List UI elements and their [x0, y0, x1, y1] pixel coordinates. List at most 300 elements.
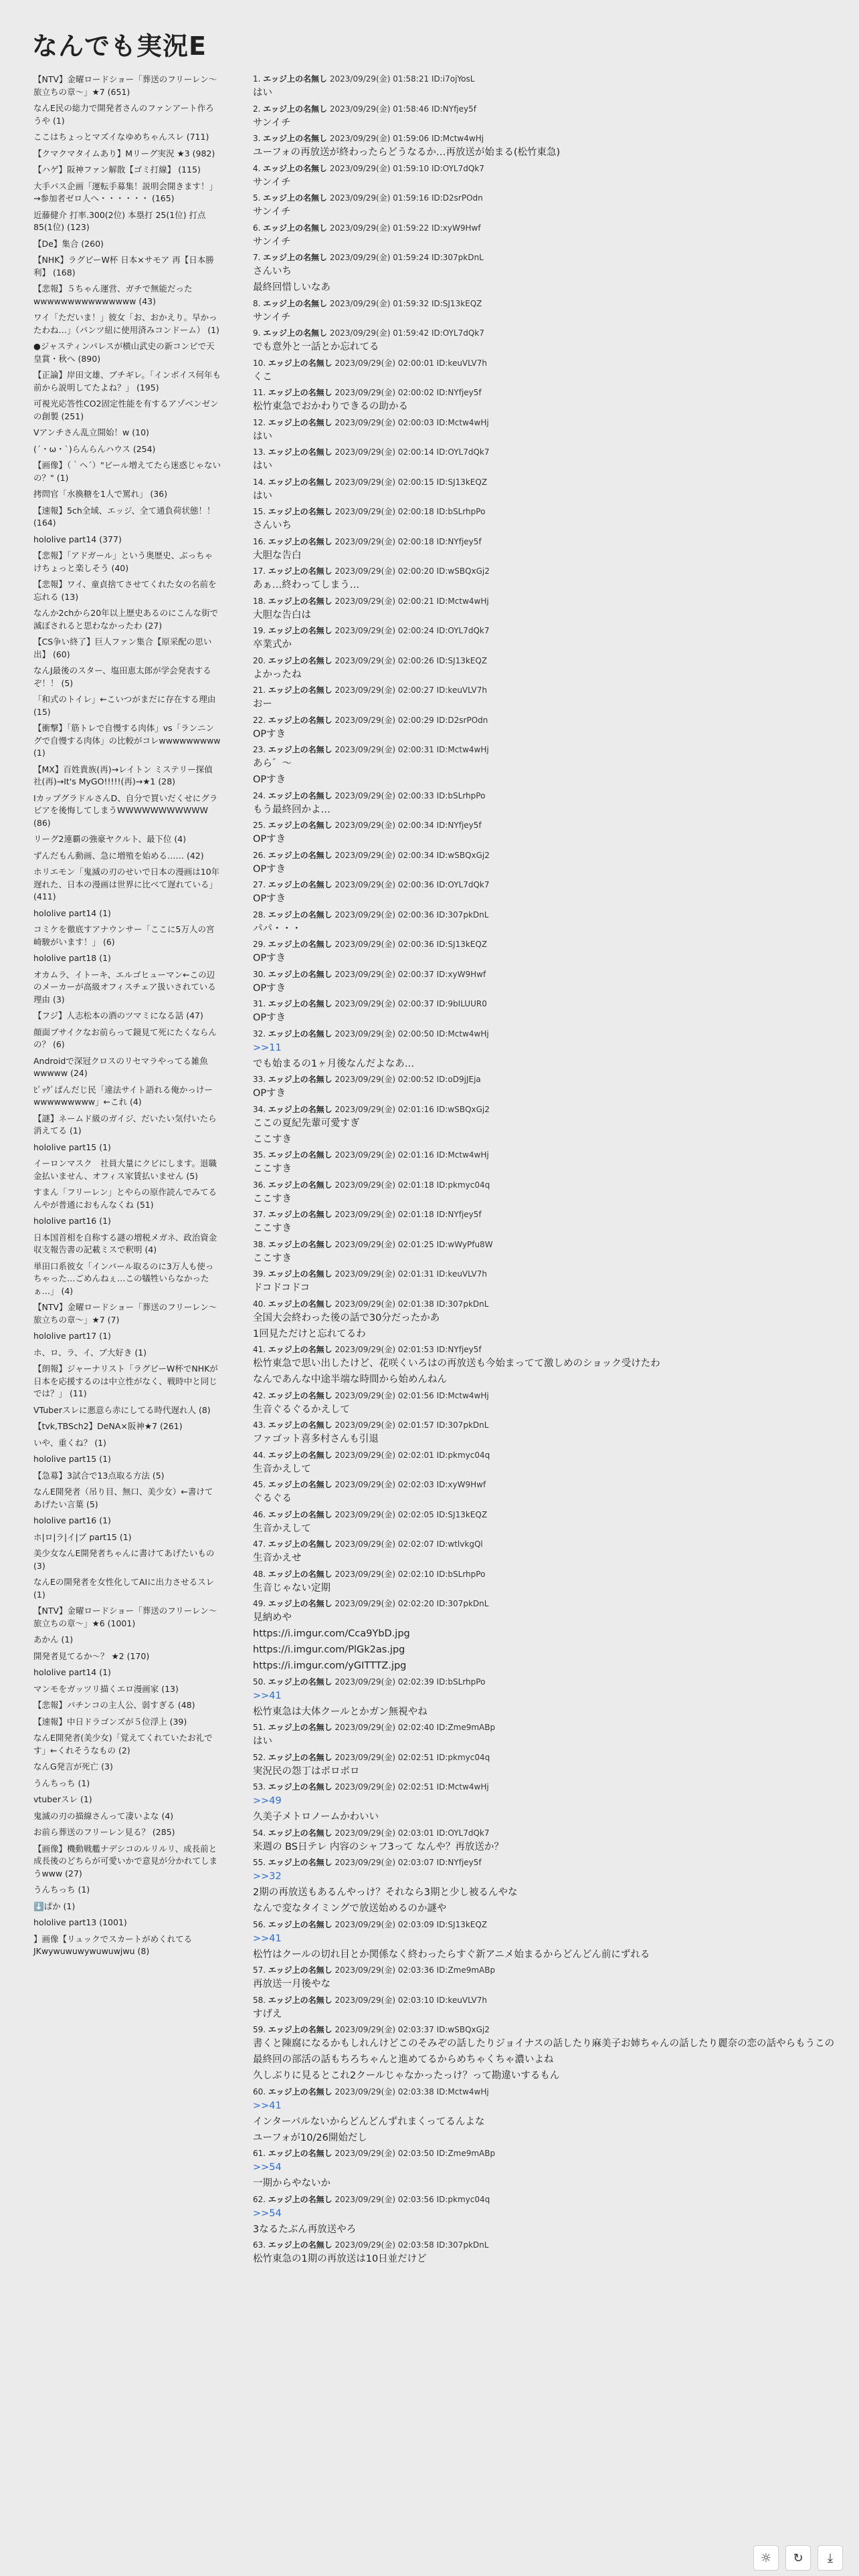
post-header: [253, 252, 835, 263]
post-id[interactable]: ID:wSBQxGj2: [436, 2025, 490, 2034]
post-header: [253, 2194, 835, 2206]
post-header: [253, 417, 835, 429]
sidebar-thread-link[interactable]: 【衝撃】「筋トレで自慢する肉体」vs「ランニングで自慢する肉体」の比較がコレwwwwwwwww (1): [33, 723, 221, 758]
sidebar-thread-link[interactable]: うんちっち (1): [33, 1885, 90, 1895]
post-number[interactable]: 4.: [253, 163, 261, 173]
sidebar-thread-link[interactable]: hololive part14 (377): [33, 534, 122, 544]
post-id[interactable]: ID:OYL7dQk7: [436, 626, 490, 635]
post-number[interactable]: 52.: [253, 1752, 266, 1762]
sidebar-thread-link[interactable]: 【謎】ネームド級のガイジ、だいたい気付いたら消えてる (1): [33, 1113, 217, 1136]
post-id[interactable]: ID:307pkDnL: [436, 1420, 489, 1430]
sidebar-thread-link[interactable]: ●ジャスティンパレスが横山武史の新コンビで天皇賞・秋へ (890): [33, 341, 215, 364]
post-date: 2023/09/29(金) 01:58:46: [329, 104, 430, 114]
sidebar-thread-link[interactable]: 【フジ】人志松本の酒のツマミになる話 (47): [33, 1010, 203, 1021]
post-date: 2023/09/29(金) 02:03:37: [335, 2025, 434, 2034]
post: [253, 1269, 835, 1296]
sidebar-thread-link[interactable]: なんEの開発者を女性化してAIに出力させるスレ (1): [33, 1577, 215, 1600]
sidebar-thread-link[interactable]: マンモをガッツリ描くエロ漫画家 (13): [33, 1683, 179, 1694]
post-text-line: さんいち: [253, 266, 292, 277]
post-number[interactable]: 32.: [253, 1029, 266, 1039]
post-number[interactable]: 26.: [253, 850, 266, 860]
post-id[interactable]: ID:NYfjey5f: [436, 536, 482, 546]
post: [253, 252, 835, 296]
post-number[interactable]: 17.: [253, 566, 266, 576]
post-author-name: エッジ上の名無し: [268, 2149, 332, 2158]
post-text-line: サンイチ: [253, 312, 291, 323]
post-author-name: エッジ上の名無し: [268, 1029, 332, 1039]
post-number[interactable]: 34.: [253, 1104, 266, 1114]
sidebar-thread-link[interactable]: ホ|ロ|ラ|イ|ブ part15 (1): [33, 1531, 132, 1542]
post-id[interactable]: ID:Mctw4wHj: [436, 1150, 489, 1160]
post-number[interactable]: 39.: [253, 1269, 266, 1279]
post-header: [253, 655, 835, 667]
sidebar-thread-link[interactable]: hololive part14 (1): [33, 1667, 111, 1677]
sidebar-thread-link[interactable]: 【速報】5ch全域、エッジ、全て通負荷状態！！ (164): [33, 505, 215, 528]
post-id[interactable]: ID:xyW9Hwf: [436, 969, 486, 979]
sidebar-thread-link[interactable]: hololive part14 (1): [33, 907, 111, 918]
sidebar-thread-link[interactable]: 【悲報】「アドガール」という奥歴史、ぶっちゃけちょっと楽しそう (40): [33, 550, 213, 573]
reply-anchor-link[interactable]: >>41: [253, 1690, 282, 1701]
sidebar-thread-link[interactable]: 顔面ブサイクなお前らって鏡見て死にたくならんの？ (6): [33, 1027, 217, 1049]
post-number[interactable]: 63.: [253, 2240, 266, 2250]
post-body: [253, 696, 835, 712]
post-id[interactable]: ID:307pkDnL: [436, 2240, 489, 2250]
post-number[interactable]: 37.: [253, 1210, 266, 1219]
post-id[interactable]: ID:keuVLV7h: [436, 685, 487, 695]
post-number[interactable]: 10.: [253, 358, 266, 368]
post-id[interactable]: ID:Mctw4wHj: [436, 1029, 489, 1039]
sidebar-thread-link[interactable]: うんちっち (1): [33, 1778, 90, 1788]
post-number[interactable]: 9.: [253, 328, 261, 338]
post-id[interactable]: ID:Mctw4wHj: [436, 417, 489, 427]
sidebar-thread-link[interactable]: なんG発言が死亡 (3): [33, 1761, 113, 1772]
post-number[interactable]: 56.: [253, 1919, 266, 1929]
sidebar-thread-link[interactable]: 【悲報】５ちゃん運営、ガチで無能だったwwwwwwwwwwwwwww (43): [33, 284, 193, 306]
post-text-line: くこ: [253, 371, 272, 383]
sidebar-thread-link[interactable]: 【De】集合 (260): [33, 238, 104, 249]
sidebar-thread-link[interactable]: 【画像】（｀ヘ´）"ビール増えてたら迷惑じゃないの？" (1): [33, 460, 221, 483]
sidebar-thread-link[interactable]: いや、重くね？ (1): [33, 1437, 106, 1448]
post-number[interactable]: 12.: [253, 417, 266, 427]
post-text-line: 松竹東急で思い出したけど、花咲くいろはの再放送も今始まってて激しめのショック受けたわ: [253, 1358, 660, 1369]
post-number[interactable]: 15.: [253, 507, 266, 516]
post-id[interactable]: ID:Zme9mABp: [436, 1723, 496, 1732]
sidebar-thread-link[interactable]: 可視光応答性CO2固定性能を有するアゾベンゼンの創製 (251): [33, 399, 219, 421]
sidebar-thread-link[interactable]: コミケを徹底すアナウンサー「ここに5万人の宮崎駿がいます！」 (6): [33, 924, 215, 947]
post-number[interactable]: 47.: [253, 1539, 266, 1549]
post-number[interactable]: 54.: [253, 1828, 266, 1838]
post-number[interactable]: 13.: [253, 447, 266, 457]
post-author-name: エッジ上の名無し: [268, 1828, 332, 1838]
post: [253, 477, 835, 504]
sidebar-thread-link[interactable]: 【NTV】金曜ロードショー「葬送のフリーレン〜旅立ちの章〜」★7 (7): [33, 1302, 217, 1325]
post-body: [253, 861, 835, 877]
post-id[interactable]: ID:keuVLV7h: [436, 358, 487, 368]
post-text-line: 1回見ただけと忘れてるわ: [253, 1328, 366, 1339]
sidebar-thread-link[interactable]: VTuberスレに悪意ら赤にしてる時代遅れ人 (8): [33, 1404, 211, 1415]
image-url-link[interactable]: https://i.imgur.com/yGITTTZ.jpg: [253, 1660, 407, 1671]
post-header: [253, 104, 835, 115]
post-id[interactable]: ID:SJ13kEQZ: [436, 940, 488, 949]
post-id[interactable]: ID:NYfjey5f: [436, 388, 482, 397]
post-id[interactable]: ID:NYfjey5f: [436, 1858, 482, 1867]
post-id[interactable]: ID:Mctw4wHj: [431, 134, 484, 143]
post-date: 2023/09/29(金) 02:02:39: [335, 1677, 434, 1687]
post-text-line: OPすき: [253, 834, 286, 845]
post-body: [253, 1402, 835, 1418]
sidebar-thread-link[interactable]: IカップグラドルさんD、自分で買いだくせにグラビアを後悔してしまうWWWWWWWWWWW (86): [33, 792, 218, 828]
post-id[interactable]: ID:SJ13kEQZ: [436, 477, 488, 487]
post-number[interactable]: 57.: [253, 1965, 266, 1975]
post-id[interactable]: ID:i7ojYosL: [431, 74, 475, 84]
sidebar-thread-link[interactable]: 【NTV】金曜ロードショー「葬送のフリーレン〜旅立ちの章〜」★7 (651): [33, 74, 217, 97]
sidebar-thread-link[interactable]: リーグ2連覇の強豪ヤクルト、最下位 (4): [33, 834, 187, 844]
sidebar-thread-link[interactable]: ずんだもん動画、急に増殖を始める…… (42): [33, 850, 204, 861]
post-author-name: エッジ上の名無し: [268, 566, 332, 576]
post-number[interactable]: 20.: [253, 655, 266, 665]
sidebar-thread-link[interactable]: 【急募】3試合で13点取る方法 (5): [33, 1470, 165, 1481]
post-text-line: あぁ…終わってしまう…: [253, 580, 360, 591]
sidebar-thread-link[interactable]: あかん (1): [33, 1634, 74, 1644]
sidebar-thread-link[interactable]: ﾋﾟｯｸﾞぱんだじ民「違法サイト語れる俺かっけーwwwwwwwww」←これ (4): [33, 1084, 213, 1107]
settings-gear-icon[interactable]: ☼: [753, 2545, 779, 2571]
sidebar-thread-link[interactable]: 】画像【リュックでスカートがめくれてるJKwywuwuwywuwuwjwu (8): [33, 1933, 193, 1956]
post-id[interactable]: ID:wWyPfu8W: [436, 1239, 493, 1249]
post-id[interactable]: ID:xyW9Hwf: [431, 223, 481, 233]
post-text-line: 来週の BS日テレ 内容のシャフ3って なんや？再放送か？: [253, 1841, 504, 1852]
post-number[interactable]: 22.: [253, 715, 266, 725]
post-id[interactable]: ID:bSLrhpPo: [436, 790, 486, 800]
sidebar-thread-link[interactable]: Androidで深冠クロスのリセマラやってる雑魚wwwww (24): [33, 1055, 208, 1078]
post-number[interactable]: 18.: [253, 596, 266, 606]
post-number[interactable]: 44.: [253, 1450, 266, 1460]
post-number[interactable]: 42.: [253, 1390, 266, 1400]
post-text-line: 書くと陳腐になるかもしれんけどこのそみぞの話したりジョイナスの話したり麻美子お姉ちゃんの話したり麗奈の恋の話やらもうこの最終回の部活の話もちろちゃんと進めてるからめちゃくちゃ濃いよね: [253, 2038, 835, 2065]
post-text-line: 松竹東急でおかわりできるの助かる: [253, 401, 408, 412]
post-id[interactable]: ID:NYfjey5f: [436, 1210, 482, 1219]
post-id[interactable]: ID:SJ13kEQZ: [436, 655, 488, 665]
sidebar-thread-link[interactable]: ホリエモン「鬼滅の刃のせいで日本の漫画は10年遅れた、日本の漫画は世界に比べて遅れている」(411): [33, 867, 220, 901]
image-url-link[interactable]: https://i.imgur.com/Cca9YbD.jpg: [253, 1628, 410, 1639]
post-id[interactable]: ID:Zme9mABp: [436, 2149, 496, 2158]
post: [253, 850, 835, 877]
post-author-name: エッジ上の名無し: [268, 2086, 332, 2097]
post-number[interactable]: 38.: [253, 1239, 266, 1249]
sidebar-thread-link[interactable]: 大手パス企画「運転手募集！説明会開きます！」 →参加者ゼロ人へ・・・・・・ (165): [33, 181, 222, 203]
post: [253, 223, 835, 250]
sidebar-thread-link[interactable]: hololive part17 (1): [33, 1331, 111, 1341]
post-id[interactable]: ID:xyW9Hwf: [436, 1480, 486, 1489]
scroll-down-icon[interactable]: ⤓: [818, 2545, 843, 2571]
post-number[interactable]: 31.: [253, 999, 266, 1008]
post-list: [253, 74, 835, 2270]
sidebar-thread-link[interactable]: 日本国首相を自称する謎の増税メガネ、政治資金収支報告書の記載ミスで釈明 (4): [33, 1232, 217, 1255]
post-number[interactable]: 35.: [253, 1150, 266, 1160]
post-number[interactable]: 61.: [253, 2149, 266, 2158]
post-id[interactable]: ID:OYL7dQk7: [436, 880, 490, 889]
post-text-line: 卒業式か: [253, 639, 292, 650]
post-id[interactable]: ID:wtlvkgQl: [436, 1539, 483, 1549]
sidebar-thread-link[interactable]: 【画像】機動戦艦ナデシコのルリルリ、成長前と成長後のどちらが可愛いかで意見が分かれてしまうwww (27): [33, 1843, 218, 1879]
post-id[interactable]: ID:pkmyc04q: [436, 1180, 490, 1190]
post-number[interactable]: 30.: [253, 969, 266, 979]
post: [253, 1828, 835, 1855]
post-text-line: 全国大会終わった後の話で30分だったかあ: [253, 1312, 440, 1323]
post-body: [253, 1610, 835, 1674]
post-id[interactable]: ID:NYfjey5f: [436, 821, 482, 830]
post-header: [253, 1857, 835, 1868]
sidebar-thread-link[interactable]: Vアンチさん乱立開始！w (10): [33, 427, 149, 437]
post-number[interactable]: 45.: [253, 1480, 266, 1489]
post-number[interactable]: 60.: [253, 2086, 266, 2097]
post-author-name: エッジ上の名無し: [263, 74, 328, 84]
post-author-name: エッジ上の名無し: [268, 969, 332, 979]
post-date: 2023/09/29(金) 02:01:57: [335, 1420, 434, 1430]
post-header: [253, 939, 835, 950]
sidebar-thread-link[interactable]: オカムラ、イトーキ、エルゴヒューマン←この辺のメーカーが高級オフィスチェア扱いされている理由 (3): [33, 969, 216, 1004]
post-id[interactable]: ID:pkmyc04q: [436, 1752, 490, 1762]
site-title[interactable]: なんでも実況E: [32, 31, 207, 61]
sidebar-thread-link[interactable]: 単田口系彼女「インバール取るのに3万人も使っちゃった…ごめんねぇ…この犠牲いらなかったぁ…」 (4): [33, 1261, 214, 1296]
post-number[interactable]: 24.: [253, 790, 266, 800]
post-number[interactable]: 46.: [253, 1509, 266, 1519]
post-body: [253, 85, 835, 101]
post-text-line: 生音かえして: [253, 1463, 311, 1475]
post: [253, 1919, 835, 1963]
sidebar-thread-link[interactable]: 【tvk,TBSch2】DeNA×阪神★7 (261): [33, 1421, 183, 1431]
post-id[interactable]: ID:bSLrhpPo: [436, 1569, 486, 1579]
post-number[interactable]: 50.: [253, 1677, 266, 1687]
post-id[interactable]: ID:OYL7dQk7: [431, 163, 484, 173]
sidebar-thread-link[interactable]: ワイ「ただいま！」彼女「お、おかえり。早かったわね…」（パンツ紐に使用済みコンドーム） (1): [33, 312, 219, 335]
post-id[interactable]: ID:wSBQxGj2: [436, 850, 490, 860]
post-id[interactable]: ID:Zme9mABp: [436, 1965, 496, 1975]
post-id[interactable]: ID:Mctw4wHj: [436, 1782, 489, 1792]
sidebar-thread-link[interactable]: 拷問官「水換糖を1人で罵れ」 (36): [33, 489, 168, 499]
post-number[interactable]: 5.: [253, 193, 261, 203]
post-number[interactable]: 33.: [253, 1075, 266, 1084]
post-id[interactable]: ID:D2srPOdn: [431, 193, 483, 203]
sidebar-thread-link[interactable]: hololive part18 (1): [33, 953, 111, 963]
post-date: 2023/09/29(金) 02:01:16: [335, 1104, 434, 1114]
post-number[interactable]: 40.: [253, 1299, 266, 1309]
post-body: [253, 1010, 835, 1026]
reply-anchor-link[interactable]: >>49: [253, 1796, 282, 1806]
post-body: [253, 2206, 835, 2238]
sidebar-thread-link[interactable]: hololive part16 (1): [33, 1216, 111, 1226]
sidebar-thread-link[interactable]: hololive part16 (1): [33, 1515, 111, 1525]
post-number[interactable]: 48.: [253, 1569, 266, 1579]
post-id[interactable]: ID:OYL7dQk7: [431, 328, 484, 338]
reply-anchor-link[interactable]: >>32: [253, 1871, 282, 1882]
post-author-name: エッジ上の名無し: [268, 1599, 332, 1608]
post: [253, 969, 835, 996]
post-text-line: ドコドコドコ: [253, 1283, 310, 1293]
sidebar-thread-link[interactable]: vtuberスレ (1): [33, 1794, 92, 1804]
sidebar-thread-link[interactable]: 【NTV】金曜ロードショー「葬送のフリーレン〜旅立ちの章〜」★6 (1001): [33, 1606, 217, 1628]
post-id[interactable]: ID:Mctw4wHj: [436, 596, 489, 606]
post-author-name: エッジ上の名無し: [268, 1390, 332, 1400]
post-header: [253, 1598, 835, 1610]
sidebar-thread-link[interactable]: 美少女なんE開発者ちゃんに書けてあげたいもの (3): [33, 1548, 215, 1571]
post-number[interactable]: 11.: [253, 388, 266, 397]
post-number[interactable]: 19.: [253, 626, 266, 635]
post-body: [253, 1733, 835, 1749]
post-author-name: エッジ上の名無し: [268, 1677, 332, 1687]
post-number[interactable]: 21.: [253, 685, 266, 695]
post-author-name: エッジ上の名無し: [268, 2240, 332, 2250]
post-id[interactable]: ID:oD9jJEja: [436, 1075, 481, 1084]
post-number[interactable]: 7.: [253, 253, 261, 262]
post-number[interactable]: 58.: [253, 1995, 266, 2005]
refresh-icon[interactable]: ↻: [785, 2545, 811, 2571]
sidebar-thread-link[interactable]: なんE民の総力で開発者さんのファンアート作ろうや (1): [33, 103, 214, 126]
post-number[interactable]: 55.: [253, 1858, 266, 1867]
sidebar-thread-link[interactable]: ⬇️ぱか (1): [33, 1901, 76, 1911]
sidebar-thread-link[interactable]: 近藤健介 打率.300(2位) 本塁打 25(1位) 打点 85(1位) (123): [33, 209, 206, 232]
post-id[interactable]: ID:SJ13kEQZ: [436, 1919, 488, 1929]
sidebar-thread-link[interactable]: ホ、ロ、ラ、イ、ブ大好き (1): [33, 1347, 147, 1358]
post-number[interactable]: 14.: [253, 477, 266, 487]
post-body: [253, 144, 835, 160]
sidebar-thread-link[interactable]: 【速報】中日ドラゴンズが５位浮上 (39): [33, 1716, 187, 1727]
sidebar-thread-link[interactable]: hololive part15 (1): [33, 1142, 111, 1152]
post-id[interactable]: ID:307pkDnL: [436, 1599, 489, 1608]
post-id[interactable]: ID:D2srPOdn: [436, 715, 488, 725]
post-id[interactable]: ID:bSLrhpPo: [436, 1677, 486, 1687]
post-id[interactable]: ID:pkmyc04q: [436, 1450, 490, 1460]
post-number[interactable]: 43.: [253, 1420, 266, 1430]
sidebar-thread-link[interactable]: hololive part13 (1001): [33, 1917, 127, 1927]
post-body: [253, 234, 835, 250]
post-id[interactable]: ID:keuVLV7h: [436, 1269, 487, 1279]
post-header: [253, 909, 835, 921]
post-header: [253, 1074, 835, 1085]
sidebar-thread-link[interactable]: イーロンマスク 社員大量にクビにします。退職金払いません、オフィス家賃払いません (5): [33, 1158, 217, 1181]
post-header: [253, 596, 835, 607]
post-number[interactable]: 41.: [253, 1345, 266, 1354]
post-number[interactable]: 59.: [253, 2025, 266, 2034]
post-number[interactable]: 36.: [253, 1180, 266, 1190]
post-id[interactable]: ID:wSBQxGj2: [436, 566, 490, 576]
post-number[interactable]: 49.: [253, 1599, 266, 1608]
sidebar-thread-link[interactable]: 【ハゲ】阪神ファン解散【ゴミ打線】 (115): [33, 165, 201, 175]
post-number[interactable]: 16.: [253, 536, 266, 546]
post-author-name: エッジ上の名無し: [268, 1075, 332, 1084]
post-text-line: OPすき: [253, 893, 286, 904]
post-id[interactable]: ID:SJ13kEQZ: [431, 298, 482, 308]
sidebar-thread-link[interactable]: ここはちょっとマズイなゆめちゃんスレ (711): [33, 132, 209, 142]
sidebar-thread-link[interactable]: 【朗報】ジャーナリスト「ラグビーW杯でNHKが日本を応援するのは中立性がなく、戦時中と同じでは？」 (11): [33, 1364, 218, 1398]
post-number[interactable]: 27.: [253, 880, 266, 889]
post-date: 2023/09/29(金) 02:02:03: [335, 1480, 434, 1489]
post-text-line: 大胆な告白は: [253, 609, 311, 621]
post: [253, 1752, 835, 1780]
post-header: [253, 820, 835, 831]
reply-anchor-link[interactable]: >>41: [253, 2100, 282, 2111]
post-number[interactable]: 62.: [253, 2194, 266, 2204]
post-number[interactable]: 25.: [253, 821, 266, 830]
reply-anchor-link[interactable]: >>41: [253, 1933, 282, 1944]
post-id[interactable]: ID:OYL7dQk7: [436, 447, 490, 457]
post-text-line: 久しぶりに見るとこれ2クールじゃなかったっけ？って勘違いするもん: [253, 2070, 560, 2081]
post-id[interactable]: ID:9bILUUR0: [436, 999, 487, 1008]
post-id[interactable]: ID:Mctw4wHj: [436, 745, 489, 754]
post-text-line: OPすき: [253, 1012, 286, 1023]
post-header: [253, 998, 835, 1010]
sidebar-thread-link[interactable]: なんか2chから20年以上歴史あるのにこんな街で滅ぼされると思わなかったわ (27): [33, 608, 219, 631]
post-id[interactable]: ID:Mctw4wHj: [436, 1390, 489, 1400]
sidebar-thread-link[interactable]: 「和式のトイレ」←こいつがまだに存在する理由 (15): [33, 694, 216, 717]
sidebar-thread-link[interactable]: なんE開発者(美少女)「覚えてくれていたお礼です」←くれそうなもの (2): [33, 1733, 213, 1755]
post-number[interactable]: 8.: [253, 298, 261, 308]
post-author-name: エッジ上の名無し: [268, 1965, 332, 1975]
post-author-name: エッジ上の名無し: [268, 790, 332, 800]
post-author-name: エッジ上の名無し: [268, 1150, 332, 1160]
sidebar-thread-link[interactable]: 【悲報】ワイ、童貞捨てさせてくれた女の名前を忘れる (13): [33, 579, 217, 602]
reply-anchor-link[interactable]: >>54: [253, 2208, 282, 2219]
image-url-link[interactable]: https://i.imgur.com/PlGk2as.jpg: [253, 1644, 405, 1655]
reply-anchor-link[interactable]: >>11: [253, 1042, 282, 1053]
post-id[interactable]: ID:OYL7dQk7: [436, 1828, 490, 1838]
post-number[interactable]: 1.: [253, 74, 261, 84]
sidebar-thread-link[interactable]: hololive part15 (1): [33, 1454, 111, 1464]
sidebar-thread-link[interactable]: 鬼滅の刃の描線さんって凄いよな (4): [33, 1810, 174, 1821]
post-number[interactable]: 53.: [253, 1782, 266, 1792]
post-id[interactable]: ID:Mctw4wHj: [436, 2086, 489, 2097]
sidebar-thread-link[interactable]: 【CS争い終了】巨人ファン集合【原采配の思い出】 (60): [33, 637, 212, 659]
post-date: 2023/09/29(金) 02:03:36: [335, 1965, 434, 1975]
post-id[interactable]: ID:NYfjey5f: [436, 1345, 482, 1354]
sidebar-thread-link[interactable]: 【正論】岸田文雄、ブチギレ。「インボイス何年も前から説明してたよね？」 (195): [33, 370, 221, 393]
sidebar-thread-link[interactable]: 【NHK】ラグビーW杯 日本×サモア 再【日本勝利】 (168): [33, 255, 214, 278]
sidebar-thread-link[interactable]: 【悲報】パチンコの主人公、弱すぎる (48): [33, 1700, 195, 1710]
post-number[interactable]: 6.: [253, 223, 261, 233]
post: [253, 596, 835, 623]
sidebar-thread-link[interactable]: 【MX】百姓貴族(再)→レイトン ミステリー探偵社(再)→It's MyGO!!!!!(再)→★1 (28): [33, 764, 213, 786]
post-header: [253, 790, 835, 802]
sidebar-thread-link[interactable]: 開発者見てるか〜？ ★2 (170): [33, 1650, 150, 1661]
sidebar-thread-link[interactable]: なんE開発者（吊り目、無口、美少女）←書けてあげたい言葉 (5): [33, 1487, 213, 1509]
post-number[interactable]: 23.: [253, 745, 266, 754]
post-number[interactable]: 51.: [253, 1723, 266, 1732]
post-id[interactable]: ID:307pkDnL: [431, 253, 484, 262]
sidebar-thread-link[interactable]: すまん「フリーレン」とやらの原作読んでみてるんやが普通におもんなくね (51): [33, 1187, 217, 1210]
post-number[interactable]: 29.: [253, 940, 266, 949]
post-text-line: さんいち: [253, 520, 292, 531]
post-date: 2023/09/29(金) 02:01:16: [335, 1150, 434, 1160]
post-id[interactable]: ID:wSBQxGj2: [436, 1104, 490, 1114]
sidebar-thread-link[interactable]: お前ら葬送のフリーレン見る？ (285): [33, 1827, 175, 1837]
post-number[interactable]: 2.: [253, 104, 261, 114]
post-id[interactable]: ID:pkmyc04q: [436, 2194, 490, 2204]
post-id[interactable]: ID:307pkDnL: [436, 909, 489, 920]
post-id[interactable]: ID:SJ13kEQZ: [436, 1509, 488, 1519]
post-id[interactable]: ID:keuVLV7h: [436, 1995, 487, 2005]
reply-anchor-link[interactable]: >>54: [253, 2162, 282, 2173]
sidebar-thread-link[interactable]: (´・ω・`)らんらんハウス (254): [33, 443, 156, 454]
post-text-line: 再放送一月後やな: [253, 1979, 330, 1990]
post-id[interactable]: ID:bSLrhpPo: [436, 507, 486, 516]
post-body: [253, 1251, 835, 1267]
sidebar-thread-link[interactable]: 【クマクマタイムあり】Mリーグ実況 ★3 (982): [33, 148, 215, 158]
post-id[interactable]: ID:307pkDnL: [436, 1299, 489, 1309]
sidebar-thread-link[interactable]: なんJ最後のスター、塩田恵太郎が学会発表するぞ！！ (5): [33, 665, 211, 688]
post-id[interactable]: ID:NYfjey5f: [431, 104, 476, 114]
post: [253, 193, 835, 220]
post-number[interactable]: 3.: [253, 134, 261, 143]
post-number[interactable]: 28.: [253, 909, 266, 920]
